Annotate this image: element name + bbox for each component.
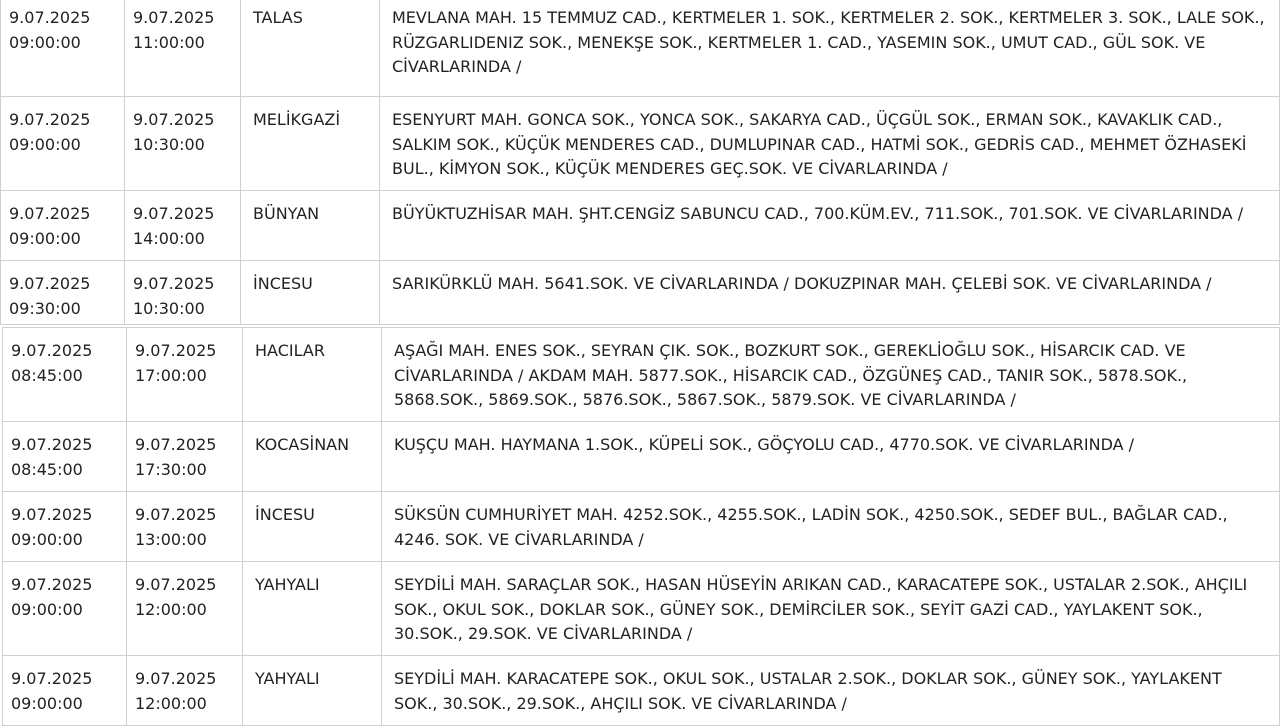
locations-cell — [382, 422, 1280, 492]
district-cell — [241, 191, 380, 261]
district-cell — [243, 492, 382, 562]
table-row — [3, 492, 1280, 562]
start-time: 09:00:00 — [11, 693, 83, 713]
end-datetime-cell — [127, 422, 243, 492]
table-row — [3, 328, 1280, 422]
locations-cell — [382, 492, 1280, 562]
start-datetime-cell — [3, 422, 127, 492]
locations-text: SÜKSÜN CUMHURİYET MAH. 4252.SOK., 4255.SOK., LADİN SOK., 4250.SOK., SEDEF BUL., BAĞLAR CAD., 4246. SOK. VE CİVARLARINDA / — [394, 505, 1228, 549]
locations-cell — [380, 261, 1280, 325]
end-time: 10:30:00 — [133, 134, 205, 154]
end-time: 17:30:00 — [135, 459, 207, 479]
locations-text: SEYDİLİ MAH. SARAÇLAR SOK., HASAN HÜSEYİN ARIKAN CAD., KARACATEPE SOK., USTALAR 2.SOK., AHÇILI SOK., OKUL SOK., DOKLAR SOK., GÜNEY SOK., DEMİRCİLER SOK., SEYİT GAZİ CAD., YAYLAKENT SOK., 30.SOK., 29.SOK. VE CİVARLARINDA / — [394, 575, 1248, 643]
start-time: 09:00:00 — [9, 134, 81, 154]
start-time: 08:45:00 — [11, 365, 83, 385]
locations-cell — [382, 328, 1280, 422]
locations-cell — [380, 0, 1280, 97]
table-row — [3, 562, 1280, 656]
outage-table-bottom — [2, 327, 1280, 726]
start-datetime-cell — [3, 492, 127, 562]
end-date: 9.07.2025 — [135, 341, 217, 360]
end-datetime-cell — [125, 0, 241, 97]
end-datetime-cell — [125, 191, 241, 261]
start-date: 9.07.2025 — [11, 575, 93, 594]
start-datetime-cell — [3, 562, 127, 656]
end-date: 9.07.2025 — [135, 575, 217, 594]
start-time: 09:00:00 — [11, 599, 83, 619]
start-datetime-cell — [1, 261, 125, 325]
end-datetime-cell — [127, 492, 243, 562]
table-row — [3, 656, 1280, 726]
table-row — [3, 422, 1280, 492]
end-time: 13:00:00 — [135, 529, 207, 549]
district-cell — [241, 261, 380, 325]
start-datetime-cell — [1, 97, 125, 191]
district-cell — [241, 97, 380, 191]
start-date: 9.07.2025 — [9, 274, 91, 293]
end-time: 17:00:00 — [135, 365, 207, 385]
start-time: 09:00:00 — [11, 529, 83, 549]
start-date: 9.07.2025 — [11, 505, 93, 524]
start-time: 09:30:00 — [9, 298, 81, 318]
end-date: 9.07.2025 — [133, 110, 215, 129]
start-time: 09:00:00 — [9, 228, 81, 248]
district-cell — [243, 562, 382, 656]
start-datetime-cell — [3, 328, 127, 422]
end-time: 10:30:00 — [133, 298, 205, 318]
start-date: 9.07.2025 — [9, 204, 91, 223]
table-row — [1, 97, 1280, 191]
start-date: 9.07.2025 — [11, 435, 93, 454]
end-date: 9.07.2025 — [135, 669, 217, 688]
end-datetime-cell — [125, 97, 241, 191]
end-time: 12:00:00 — [135, 693, 207, 713]
district-name: YAHYALI — [255, 575, 320, 594]
locations-text: AŞAĞI MAH. ENES SOK., SEYRAN ÇIK. SOK., BOZKURT SOK., GEREKLİOĞLU SOK., HİSARCIK CAD. VE CİVARLARINDA / AKDAM MAH. 5877.SOK., HİSARCIK CAD., ÖZGÜNEŞ CAD., TANIR SOK., 5878.SOK., 5868.SOK., 5869.SOK., 5876.SOK., 5867.SOK., 5879.SOK. VE CİVARLARINDA / — [394, 341, 1188, 409]
end-date: 9.07.2025 — [133, 8, 215, 27]
district-name: TALAS — [253, 8, 303, 27]
start-time: 09:00:00 — [9, 32, 81, 52]
district-cell — [243, 328, 382, 422]
locations-cell — [382, 656, 1280, 726]
district-name: MELİKGAZİ — [253, 110, 341, 129]
start-date: 9.07.2025 — [11, 341, 93, 360]
district-name: KOCASİNAN — [255, 435, 350, 454]
district-cell — [243, 656, 382, 726]
table-row — [1, 0, 1280, 97]
outage-table-bottom-body — [3, 328, 1280, 726]
end-time: 11:00:00 — [133, 32, 205, 52]
table-row — [1, 191, 1280, 261]
start-datetime-cell — [3, 656, 127, 726]
end-date: 9.07.2025 — [135, 435, 217, 454]
end-datetime-cell — [127, 656, 243, 726]
end-datetime-cell — [127, 562, 243, 656]
end-time: 14:00:00 — [133, 228, 205, 248]
locations-text: BÜYÜKTUZHİSAR MAH. ŞHT.CENGİZ SABUNCU CAD., 700.KÜM.EV., 711.SOK., 701.SOK. VE CİVARLARINDA / — [392, 204, 1244, 223]
start-date: 9.07.2025 — [9, 8, 91, 27]
end-datetime-cell — [127, 328, 243, 422]
start-date: 9.07.2025 — [11, 669, 93, 688]
outage-table-top-body — [1, 0, 1280, 325]
locations-cell — [382, 562, 1280, 656]
end-date: 9.07.2025 — [133, 204, 215, 223]
end-date: 9.07.2025 — [133, 274, 215, 293]
locations-text: ESENYURT MAH. GONCA SOK., YONCA SOK., SAKARYA CAD., ÜÇGÜL SOK., ERMAN SOK., KAVAKLIK CAD., SALKIM SOK., KÜÇÜK MENDERES CAD., DUMLUPINAR CAD., HATMİ SOK., GEDRİS CAD., MEHMET ÖZHASEKİ BUL., KİMYON SOK., KÜÇÜK MENDERES GEÇ.SOK. VE CİVARLARINDA / — [392, 110, 1247, 178]
start-datetime-cell — [1, 0, 125, 97]
start-time: 08:45:00 — [11, 459, 83, 479]
table-row — [1, 261, 1280, 325]
locations-cell — [380, 191, 1280, 261]
start-datetime-cell — [1, 191, 125, 261]
locations-cell — [380, 97, 1280, 191]
start-date: 9.07.2025 — [9, 110, 91, 129]
district-cell — [241, 0, 380, 97]
locations-text: SARIKÜRKLÜ MAH. 5641.SOK. VE CİVARLARINDA / DOKUZPINAR MAH. ÇELEBİ SOK. VE CİVARLARINDA / — [392, 274, 1212, 293]
district-name: İNCESU — [255, 505, 315, 524]
locations-text: KUŞÇU MAH. HAYMANA 1.SOK., KÜPELİ SOK., GÖÇYOLU CAD., 4770.SOK. VE CİVARLARINDA / — [394, 435, 1135, 454]
outage-table-top — [0, 0, 1280, 325]
district-name: BÜNYAN — [253, 204, 320, 223]
end-time: 12:00:00 — [135, 599, 207, 619]
district-cell — [243, 422, 382, 492]
district-name: YAHYALI — [255, 669, 320, 688]
end-datetime-cell — [125, 261, 241, 325]
locations-text: MEVLANA MAH. 15 TEMMUZ CAD., KERTMELER 1. SOK., KERTMELER 2. SOK., KERTMELER 3. SOK., LALE SOK., RÜZGARLIDENIZ SOK., MENEKŞE SOK., KERTMELER 1. CAD., YASEMIN SOK., UMUT CAD., GÜL SOK. VE CİVARLARINDA / — [392, 8, 1265, 76]
district-name: HACILAR — [255, 341, 325, 360]
end-date: 9.07.2025 — [135, 505, 217, 524]
locations-text: SEYDİLİ MAH. KARACATEPE SOK., OKUL SOK., USTALAR 2.SOK., DOKLAR SOK., GÜNEY SOK., YAYLAKENT SOK., 30.SOK., 29.SOK., AHÇILI SOK. VE CİVARLARINDA / — [394, 669, 1222, 713]
district-name: İNCESU — [253, 274, 313, 293]
